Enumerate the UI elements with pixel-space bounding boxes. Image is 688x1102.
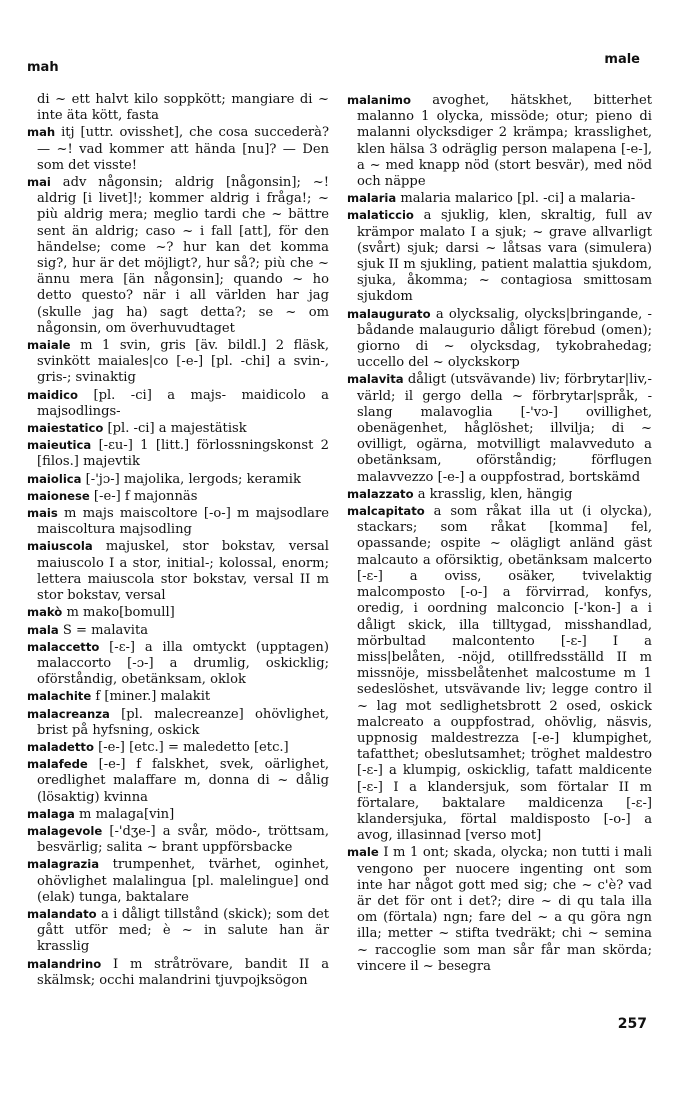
- entry-definition: trumpenhet, tvärhet, oginhet, ohövlighet malalingua [pl. malelingue] ond (elak) tunga, baktalare: [37, 857, 329, 905]
- entry-headword: malaria: [347, 191, 397, 206]
- entry-headword: malafede: [27, 757, 88, 772]
- entry-headword: malaticcio: [347, 208, 414, 223]
- entry-headword: malanimo: [347, 93, 411, 107]
- entry-definition: I m stråtrövare, bandit II a skälmsk; occhi malandrini tjuvpojksögon: [37, 956, 330, 988]
- entry-headword: malachite: [27, 689, 92, 704]
- entry-headword: malazzato: [347, 486, 414, 501]
- entry-definition: m majs maiscoltore [-o-] m majsodlare maiscoltura majsodling: [37, 506, 329, 538]
- entry-definition: a krasslig, klen, hängig: [417, 486, 573, 502]
- entry-headword: malavita: [347, 372, 404, 387]
- dictionary-entry: [347, 207, 652, 305]
- entry-headword: maiuscola: [27, 539, 93, 554]
- right-guide-word: male: [604, 52, 640, 67]
- entry-headword: mais: [27, 506, 58, 521]
- dictionary-entry: [27, 956, 329, 989]
- entry-headword: mala: [27, 622, 59, 637]
- dictionary-entry: [27, 437, 329, 470]
- dictionary-entry: [347, 486, 652, 503]
- dictionary-entry: [27, 471, 329, 488]
- entry-headword: mai: [27, 175, 51, 190]
- entry-headword: maiale: [27, 338, 71, 353]
- page-header: [0, 52, 688, 76]
- right-column: [347, 92, 652, 975]
- entry-definition: a sjuklig, klen, skraltig, full av krämpor malato I a sjuk; ~ grave allvarligt (svårt) sjuk; darsi ~ låtsas vara (simulera) sjuk II m sjukling, patient malattia sjukdom, sjuka, åkomma; ~ contagiosa smittosam sjukdom: [357, 208, 652, 305]
- dictionary-entry: [27, 739, 329, 756]
- dictionary-entry: [27, 488, 329, 505]
- entry-definition: [pl. malecreanze] ohövlighet, brist på hyfsning, oskick: [37, 706, 329, 738]
- dictionary-entry: [347, 92, 652, 190]
- entry-definition: majuskel, stor bokstav, versal maiuscolo I a stor, initial-; kolossal, enorm; lettera maiuscola stor bokstav, versal II m stor bokstav, versal: [37, 539, 329, 604]
- dictionary-entry: [347, 503, 652, 844]
- entry-headword: male: [347, 845, 379, 860]
- dictionary-entry: [347, 371, 652, 485]
- entry-definition: a olycksalig, olycks|bringande, -bådande malaugurio dåligt förebud (omen); giorno di ~ olycksdag, tykobrahedag; uccello del ~ olyckskorp: [357, 306, 652, 371]
- entry-headword: mah: [27, 125, 56, 140]
- dictionary-entry: [27, 420, 329, 437]
- dictionary-entry: [27, 706, 329, 739]
- entry-headword: malcapitato: [347, 504, 425, 519]
- dictionary-entry: [27, 856, 329, 906]
- entry-definition: I m 1 ont; skada, olycka; non tutti i mali vengono per nuocere ingenting ont som inte har något gott med sig; che ~ c'è? vad är det för ont i det?; dire ~ di qu tala illa om (förtala) ngn; fare del ~ a qu göra ngn illa; metter ~ stifta tvedräkt; chi ~ semina ~ raccoglie som man sår får man skörda; vincere il ~ besegra: [357, 845, 652, 974]
- entry-headword: maiolica: [27, 471, 82, 486]
- entry-headword: malagevole: [27, 823, 103, 838]
- entry-definition: avoghet, hätskhet, bitterhet malanno 1 olycka, missöde; otur; pieno di malanni olycksdiger 2 krämpa; krasslighet, klen hälsa 3 odräglig person malapena [-e-], a ~ med knapp nöd (stort besvär), med nöd och näppe: [357, 93, 652, 190]
- dictionary-entry: [27, 906, 329, 956]
- entry-headword: maiestatico: [27, 421, 104, 436]
- dictionary-entry: [27, 337, 329, 387]
- entry-definition: [-ɛu-] 1 [litt.] förlossningskonst 2 [filos.] majevtik: [37, 438, 329, 470]
- entry-definition: itj [uttr. ovisshet], che cosa succederà? — ~! vad kommer att hända [nu]? — Den som det visste!: [37, 125, 329, 173]
- entry-definition: dåligt (utsvävande) liv; förbrytar|liv,- värld; il gergo della ~ förbrytar|språk, -slang malavoglia [-'vɔ-] ovillighet, obenägenhet, håglöshet; illvilja; di ~ ovilligt, ogärna, motvilligt malavveduto a obetänksam, oförståndig; förflugen malavvezzo [-e-] a ouppfostrad, bortskämd: [357, 372, 652, 485]
- entry-headword: malaga: [27, 806, 75, 821]
- entry-headword: malaccetto: [27, 639, 100, 654]
- entry-definition: [-'dʒe-] a svår, mödo-, tröttsam, besvärlig; salita ~ brant uppförsbacke: [37, 823, 329, 856]
- entry-headword: makò: [27, 605, 63, 620]
- entry-definition: a i dåligt tillstånd (skick); som det gått utför med; è ~ in salute han är krasslig: [37, 906, 329, 955]
- entry-definition: m malaga[vin]: [79, 806, 175, 822]
- entry-definition: f [miner.] malakit: [95, 689, 211, 705]
- entry-definition: [-ɛ-] a illa omtyckt (upptagen) malaccorto [-ɔ-] a drumlig, oskicklig; oförståndig, obetänksam, oklok: [37, 639, 329, 688]
- dictionary-entry: [27, 174, 329, 337]
- page-number: 257: [617, 1016, 647, 1032]
- entry-headword: maionese: [27, 488, 90, 503]
- entry-definition: di ~ ett halvt kilo soppkött; mangiare di ~ inte äta kött, fasta: [37, 92, 329, 124]
- entry-definition: S = malavita: [62, 622, 149, 638]
- dictionary-entry: [27, 639, 329, 689]
- left-column: [27, 92, 329, 989]
- entry-definition: malaria malarico [pl. -ci] a malaria-: [400, 191, 636, 207]
- entry-definition: [-e-] [etc.] = maledetto [etc.]: [98, 739, 289, 755]
- dictionary-entry: [27, 622, 329, 639]
- entry-headword: malacreanza: [27, 706, 110, 721]
- entry-headword: malagrazia: [27, 857, 100, 872]
- entry-headword: malaugurato: [347, 306, 431, 321]
- entry-definition: [-'jɔ-] majolika, lergods; keramik: [85, 471, 301, 487]
- entry-headword: maidico: [27, 387, 78, 402]
- dictionary-entry: [347, 844, 652, 975]
- dictionary-entry: [27, 756, 329, 806]
- entry-definition: a som råkat illa ut (i olycka), stackars; som råkat [komma] fel, opassande; ospite ~ olägligt anländ gäst malcauto a oförsiktig, obetänksam malcerto [-ɛ-] a oviss, osäker, tvivelaktig malcomposto [-o-] a förvirrad, konfys, oredig, i oordning malconcio [-'kon-] a i dåligt skick, illa tilltygad, misshandlad, mörbultad malcontento [-ɛ-] I a miss|belåten, -nöjd, otillfredsställd II m missnöje, missbelåtenhet malcostume m 1 sedeslöshet, utsvävande liv; legge contro il ~ lag mot sedlighetsbrott 2 osed, oskick malcreato a ouppfostrad, ohövlig, näsvis, uppnosig maldestrezza [-e-] klumpighet, tafatthet; obeslutsamhet; tröghet maldestro [-ɛ-] a klumpig, oskicklig, tafatt maldicente [-ɛ-] I a klandersjuk, som förtalar II m förtalare, baktalare maldicenza [-ɛ-] klandersjuka, förtal maldisposto [-o-] a avog, illasinnad [verso mot]: [357, 504, 652, 844]
- dictionary-entry: [27, 505, 329, 538]
- dictionary-entry: [27, 688, 329, 705]
- entry-headword: malandato: [27, 906, 97, 921]
- entry-definition: [pl. -ci] a majs- maidicolo a majsodlings-: [37, 387, 329, 419]
- dictionary-entry: [27, 604, 329, 621]
- dictionary-entry: [27, 823, 329, 856]
- entry-definition: [-e-] f majonnäs: [93, 488, 198, 504]
- entry-headword: maieutica: [27, 438, 92, 453]
- dictionary-entry: [27, 124, 329, 174]
- dictionary-entry: [27, 538, 329, 604]
- dictionary-entry: [347, 190, 652, 207]
- dictionary-entry: [27, 806, 329, 823]
- entry-definition: [pl. -ci] a majestätisk: [107, 421, 247, 437]
- dictionary-entry: [27, 387, 329, 420]
- left-guide-word: mah: [27, 60, 59, 75]
- entry-definition: adv någonsin; aldrig [någonsin]; ~! aldrig [i livet]!; kommer aldrig i fråga!; ~ più aldrig mera; meglio tardi che ~ bättre sent än aldrig; caso ~ i fall [att], för den händelse; come ~? hur kan det komma sig?, hur är det möjligt?, hur så?; più che ~ ännu mera [än någonsin]; quando ~ ho detto questo? när i all världen har jag (skulle jag ha) sagt detta?; se ~ om någonsin, om överhuvudtaget: [37, 175, 329, 336]
- dictionary-entry: [347, 306, 652, 372]
- entry-headword: malandrino: [27, 956, 102, 971]
- entry-headword: maladetto: [27, 739, 94, 754]
- entry-definition: m mako[bomull]: [66, 605, 175, 621]
- entry-definition: [-e-] f falskhet, svek, oärlighet, oredlighet malaffare m, donna di ~ dålig (lösaktig) kvinna: [37, 757, 329, 805]
- dictionary-entry: [27, 92, 329, 124]
- entry-definition: m 1 svin, gris [äv. bildl.] 2 fläsk, svinkött maiales|co [-e-] [pl. -chi] a svin-, gris-; svinaktig: [37, 338, 329, 386]
